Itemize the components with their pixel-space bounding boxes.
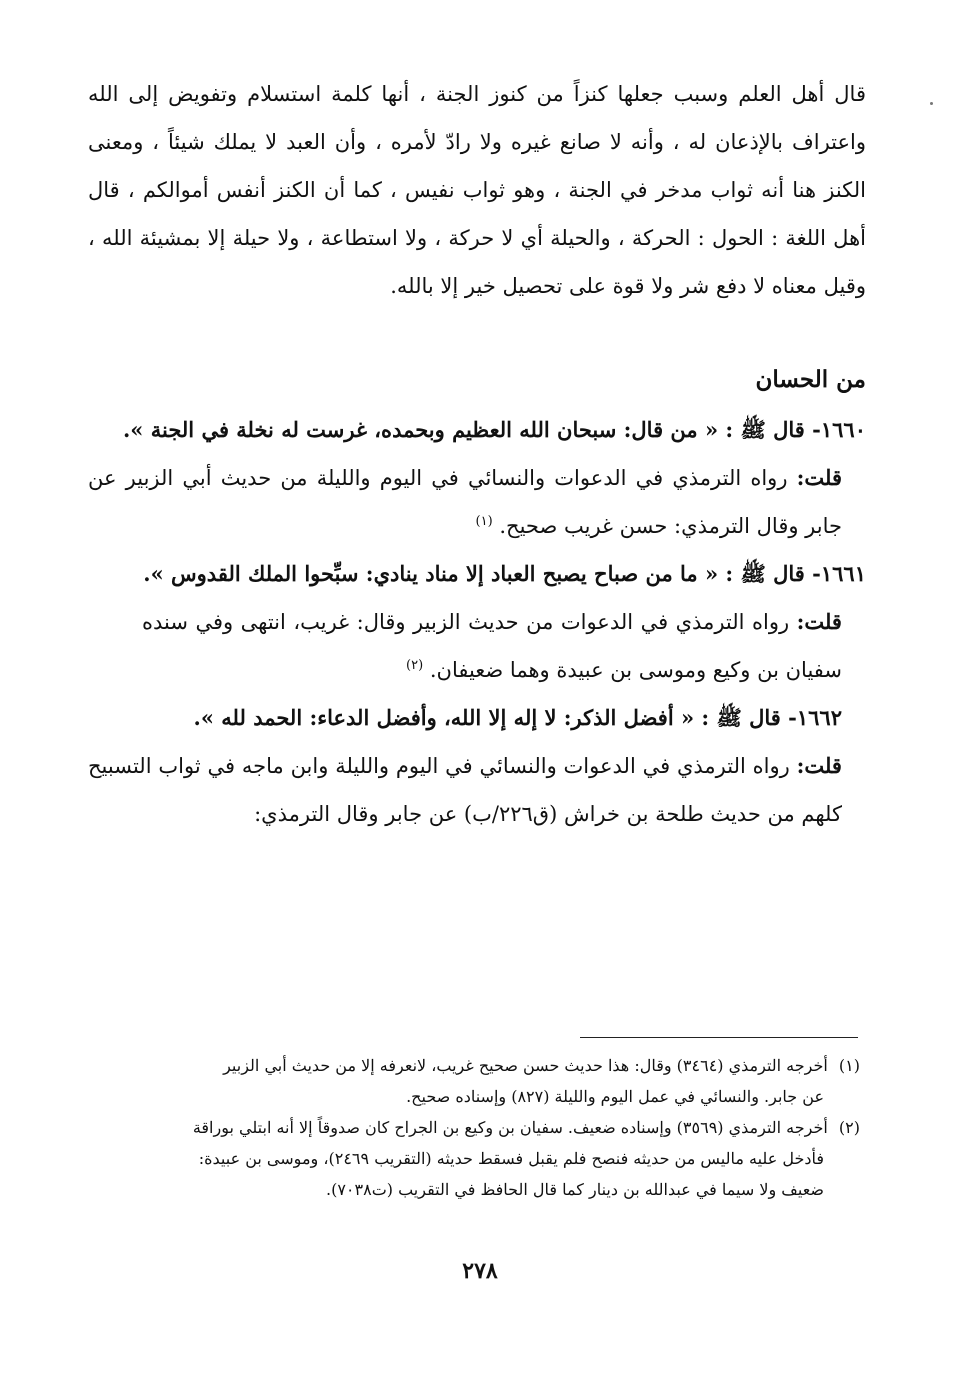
qulta-label: قلت: [796, 609, 842, 634]
hadith-entry-1662 [88, 694, 866, 838]
hadith-text: ١٦٦٢- قال ﷺ : « أفضل الذكر: لا إله إلا الله، وأفضل الدعاء: الحمد لله ». [193, 705, 842, 730]
footnote-2-continuation: ضعيف ولا سيما في عبدالله بن دينار كما قال الحافظ في التقريب (ت٧٠٣٨). [325, 1180, 824, 1199]
footnote-ref: (٢) [406, 658, 424, 673]
footnote-line: أخرجه الترمذي (٣٥٦٩) وإسناده ضعيف. سفيان بن وكيع بن الجراح كان صدوقاً إلا أنه ابتلي بوراقة [192, 1118, 828, 1137]
commentary-text: رواه الترمذي في الدعوات والنسائي في اليوم والليلة من حديث أبي الزبير عن جابر وقال الترمذي: حسن غريب صحيح. [88, 466, 842, 538]
section-heading: من الحسان [755, 366, 866, 393]
intro-paragraph: قال أهل العلم وسبب جعلها كنزاً من كنوز الجنة ، أنها كلمة استسلام وتفويض إلى الله واعتراف بالإذعان له ، وأنه لا صانع غيره ولا رادّ لأمره ، وأن العبد لا يملك شيئاً ، ومعنى الكنز هنا أنه ثواب مدخر في الجنة ، وهو ثواب نفيس ، كما أن الكنز أنفس أموالكم ، قال أهل اللغة : الحول : الحركة ، والحيلة أي لا حركة ، ولا استطاعة ، ولا حيلة إلا بمشيئة الله ، وقيل معناه لا دفع شر ولا قوة على تحصيل خير إلا بالله. [88, 82, 866, 298]
footnote-number: (١) [838, 1056, 860, 1075]
main-text [88, 70, 866, 838]
page-number: ٢٧٨ [462, 1258, 498, 1284]
commentary [142, 598, 866, 694]
footnote-ref: (١) [475, 514, 493, 529]
commentary [88, 742, 866, 838]
hadith-entry-1661 [88, 550, 866, 694]
footnote-divider [580, 1037, 858, 1038]
footnote-2-continuation: فأدخل عليه ماليس من حديثه فنصح فلم يقبل فسقط حديثه (التقريب ٢٤٦٩)، وموسى بن عبيدة: [198, 1149, 824, 1168]
footnote-number: (٢) [838, 1118, 860, 1137]
commentary-text: رواه الترمذي في الدعوات من حديث الزبير وقال: غريب، انتهى وفي سنده سفيان بن وكيع وموسى بن عبيدة وهما ضعيفان. [142, 610, 842, 682]
scan-speck [930, 102, 933, 105]
hadith-text: ١٦٦١- قال ﷺ : « ما من صباح يصبح العباد إلا مناد ينادي: سبِّحوا الملك القدوس ». [143, 561, 866, 586]
footnote-1-continuation: عن جابر. والنسائي في عمل اليوم والليلة (٨٢٧) وإسناده صحيح. [406, 1087, 824, 1106]
footnotes [80, 1050, 860, 1205]
hadith-entry-1660 [88, 406, 866, 550]
footnote-1 [80, 1050, 860, 1081]
commentary-text: رواه الترمذي في الدعوات والنسائي في اليوم والليلة وابن ماجه في ثواب التسبيح كلهم من حديث طلحة بن خراش (ق٢٢٦/ب) عن جابر وقال الترمذي: [88, 754, 842, 826]
hadith-text: ١٦٦٠- قال ﷺ : « من قال: سبحان الله العظيم وبحمده، غرست له نخلة في الجنة ». [123, 417, 866, 442]
qulta-label: قلت: [796, 753, 842, 778]
footnote-2 [80, 1112, 860, 1143]
commentary [88, 454, 866, 550]
qulta-label: قلت: [796, 465, 842, 490]
footnote-line: أخرجه الترمذي (٣٤٦٤) وقال: هذا حديث حسن صحيح غريب، لانعرفه إلا من حديث أبي الزبير [223, 1056, 828, 1075]
